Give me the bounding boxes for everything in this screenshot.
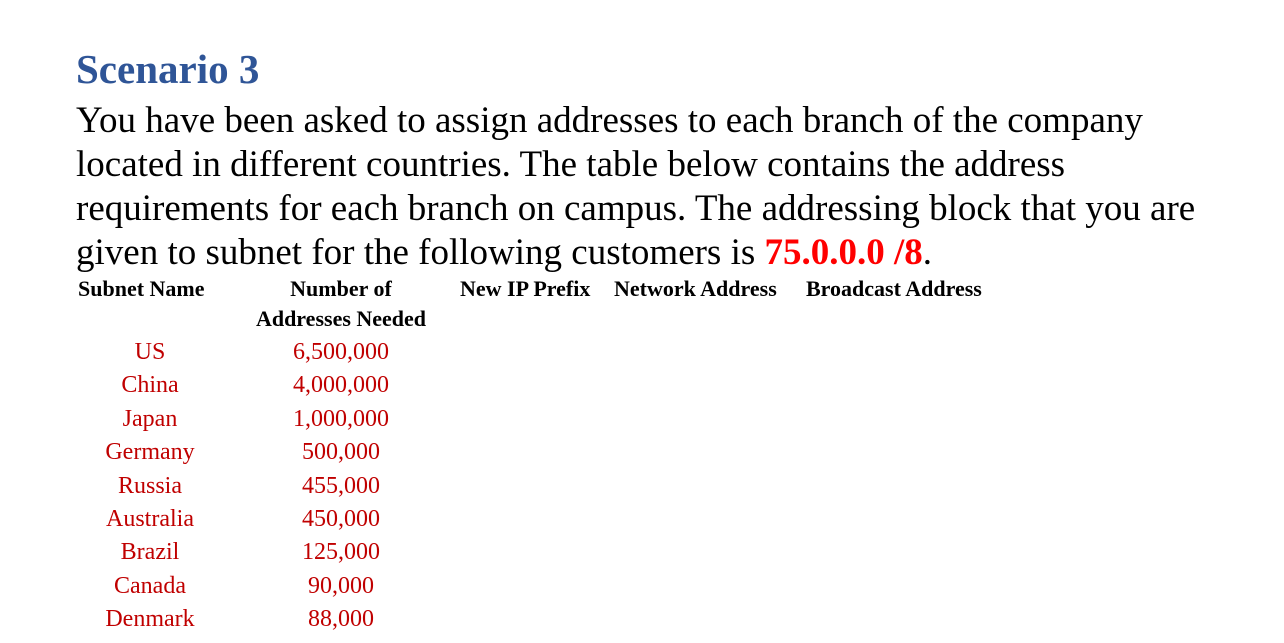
table-row [90, 436, 450, 469]
addresses-needed-cell: 125,000 [302, 539, 380, 566]
intro-paragraph [76, 99, 1256, 275]
table-row [90, 369, 450, 402]
table-row [90, 403, 450, 436]
intro-text: You have been asked to assign addresses to each branch of the company located in different countries. The table below contains the address requirements for each branch on campus. The addressing block that you are given to subnet for the following customers is [76, 100, 1196, 273]
subnet-name-cell: Brazil [120, 539, 180, 566]
subnet-name-cell: Germany [105, 439, 195, 466]
header-network-address: Network Address [614, 276, 777, 301]
address-block: 75.0.0.0 /8 [764, 232, 923, 273]
addresses-needed-cell: 1,000,000 [293, 405, 389, 432]
header-addresses-needed-line: Addresses Needed [255, 306, 427, 331]
addresses-needed-cell: 500,000 [302, 439, 380, 466]
table-row [90, 503, 450, 536]
subnet-table-body [90, 336, 450, 637]
addresses-needed-cell: 455,000 [302, 472, 380, 499]
header-number-of: Number of [290, 276, 392, 301]
table-row [90, 470, 450, 503]
addresses-needed-cell: 450,000 [302, 505, 380, 532]
header-new-ip-prefix: New IP Prefix [460, 276, 591, 301]
addresses-needed-cell: 6,500,000 [293, 339, 389, 365]
header-subnet-name: Subnet Name [78, 276, 205, 301]
table-row [90, 336, 450, 369]
addresses-needed-cell: 4,000,000 [293, 372, 389, 399]
subnet-name-cell: Denmark [105, 606, 195, 633]
subnet-name-cell: Japan [122, 405, 178, 432]
table-row [90, 570, 450, 603]
addresses-needed-cell: 90,000 [308, 572, 374, 599]
subnet-name-cell: Russia [117, 472, 182, 499]
subnet-name-cell: Canada [114, 572, 186, 599]
header-broadcast-address: Broadcast Address [806, 276, 982, 301]
table-row [90, 536, 450, 569]
subnet-name-cell: China [121, 372, 179, 399]
intro-end: . [922, 232, 933, 273]
addresses-needed-cell: 88,000 [308, 606, 374, 633]
subnet-name-cell: Australia [106, 505, 194, 532]
page-title: Scenario 3 [76, 46, 260, 92]
subnet-name-cell: US [134, 339, 166, 365]
header-addresses-needed [243, 274, 439, 334]
table-row [90, 603, 450, 636]
